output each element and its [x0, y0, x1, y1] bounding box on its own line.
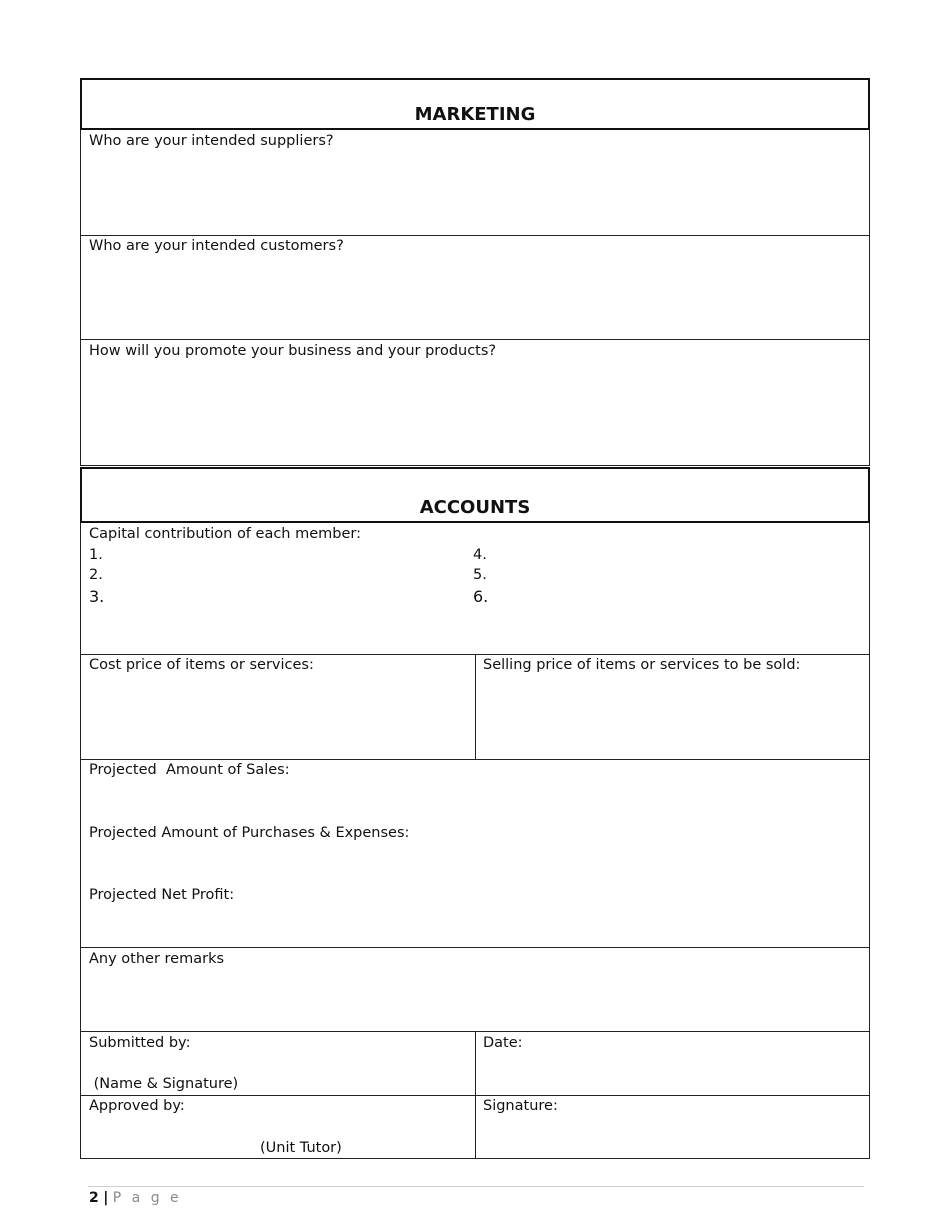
- page-footer: [89, 1190, 182, 1206]
- projected-sales-field[interactable]: [82, 781, 868, 821]
- signature-field[interactable]: [565, 1097, 865, 1155]
- accounts-header: [80, 467, 870, 523]
- suppliers-answer-field[interactable]: [82, 152, 868, 234]
- member-5-label: 5.: [473, 567, 487, 583]
- customers-answer-field[interactable]: [82, 257, 868, 338]
- member-5-field[interactable]: [490, 566, 860, 585]
- member-1-field[interactable]: [105, 546, 465, 565]
- page-word: P a g e: [112, 1190, 182, 1206]
- cost-price-field[interactable]: [82, 676, 473, 758]
- remarks-field[interactable]: [82, 970, 868, 1030]
- projected-profit-field[interactable]: [82, 906, 868, 946]
- member-3-field[interactable]: [105, 588, 465, 609]
- date-field[interactable]: [530, 1034, 866, 1092]
- member-3-label: 3.: [89, 587, 105, 606]
- selling-price-field[interactable]: [477, 676, 868, 758]
- projected-profit-label: Projected Net Profit:: [89, 887, 235, 903]
- member-4-label: 4.: [473, 547, 487, 563]
- customers-question: Who are your intended customers?: [89, 238, 344, 254]
- approved-by-field[interactable]: [190, 1097, 470, 1135]
- suppliers-question: Who are your intended suppliers?: [89, 133, 334, 149]
- marketing-header: [80, 78, 870, 130]
- promote-question: How will you promote your business and your products?: [89, 343, 497, 359]
- member-6-label: 6.: [473, 587, 489, 606]
- submitted-by-label: Submitted by:: [89, 1035, 191, 1051]
- projected-purchases-label: Projected Amount of Purchases & Expenses:: [89, 825, 410, 841]
- projected-sales-label: Projected Amount of Sales:: [89, 762, 290, 778]
- member-2-label: 2.: [89, 567, 103, 583]
- signature-label: Signature:: [483, 1098, 558, 1114]
- approved-by-label: Approved by:: [89, 1098, 185, 1114]
- cost-price-label: Cost price of items or services:: [89, 657, 314, 673]
- unit-tutor-label: (Unit Tutor): [260, 1140, 342, 1156]
- member-1-label: 1.: [89, 547, 103, 563]
- submitted-by-field[interactable]: [200, 1034, 470, 1072]
- page-number: 2: [89, 1190, 99, 1206]
- accounts-title: ACCOUNTS: [419, 497, 531, 518]
- member-4-field[interactable]: [490, 546, 860, 565]
- member-6-field[interactable]: [490, 588, 860, 609]
- capital-contribution-label: Capital contribution of each member:: [89, 526, 361, 542]
- page-separator: |: [103, 1190, 109, 1206]
- selling-price-label: Selling price of items or services to be sold:: [483, 657, 801, 673]
- footer-rule: [88, 1186, 864, 1187]
- name-signature-label: (Name & Signature): [89, 1076, 239, 1092]
- marketing-title: MARKETING: [414, 104, 536, 125]
- date-label: Date:: [483, 1035, 523, 1051]
- projected-purchases-field[interactable]: [82, 844, 868, 884]
- promote-answer-field[interactable]: [82, 362, 868, 464]
- member-2-field[interactable]: [105, 566, 465, 585]
- remarks-label: Any other remarks: [89, 951, 225, 967]
